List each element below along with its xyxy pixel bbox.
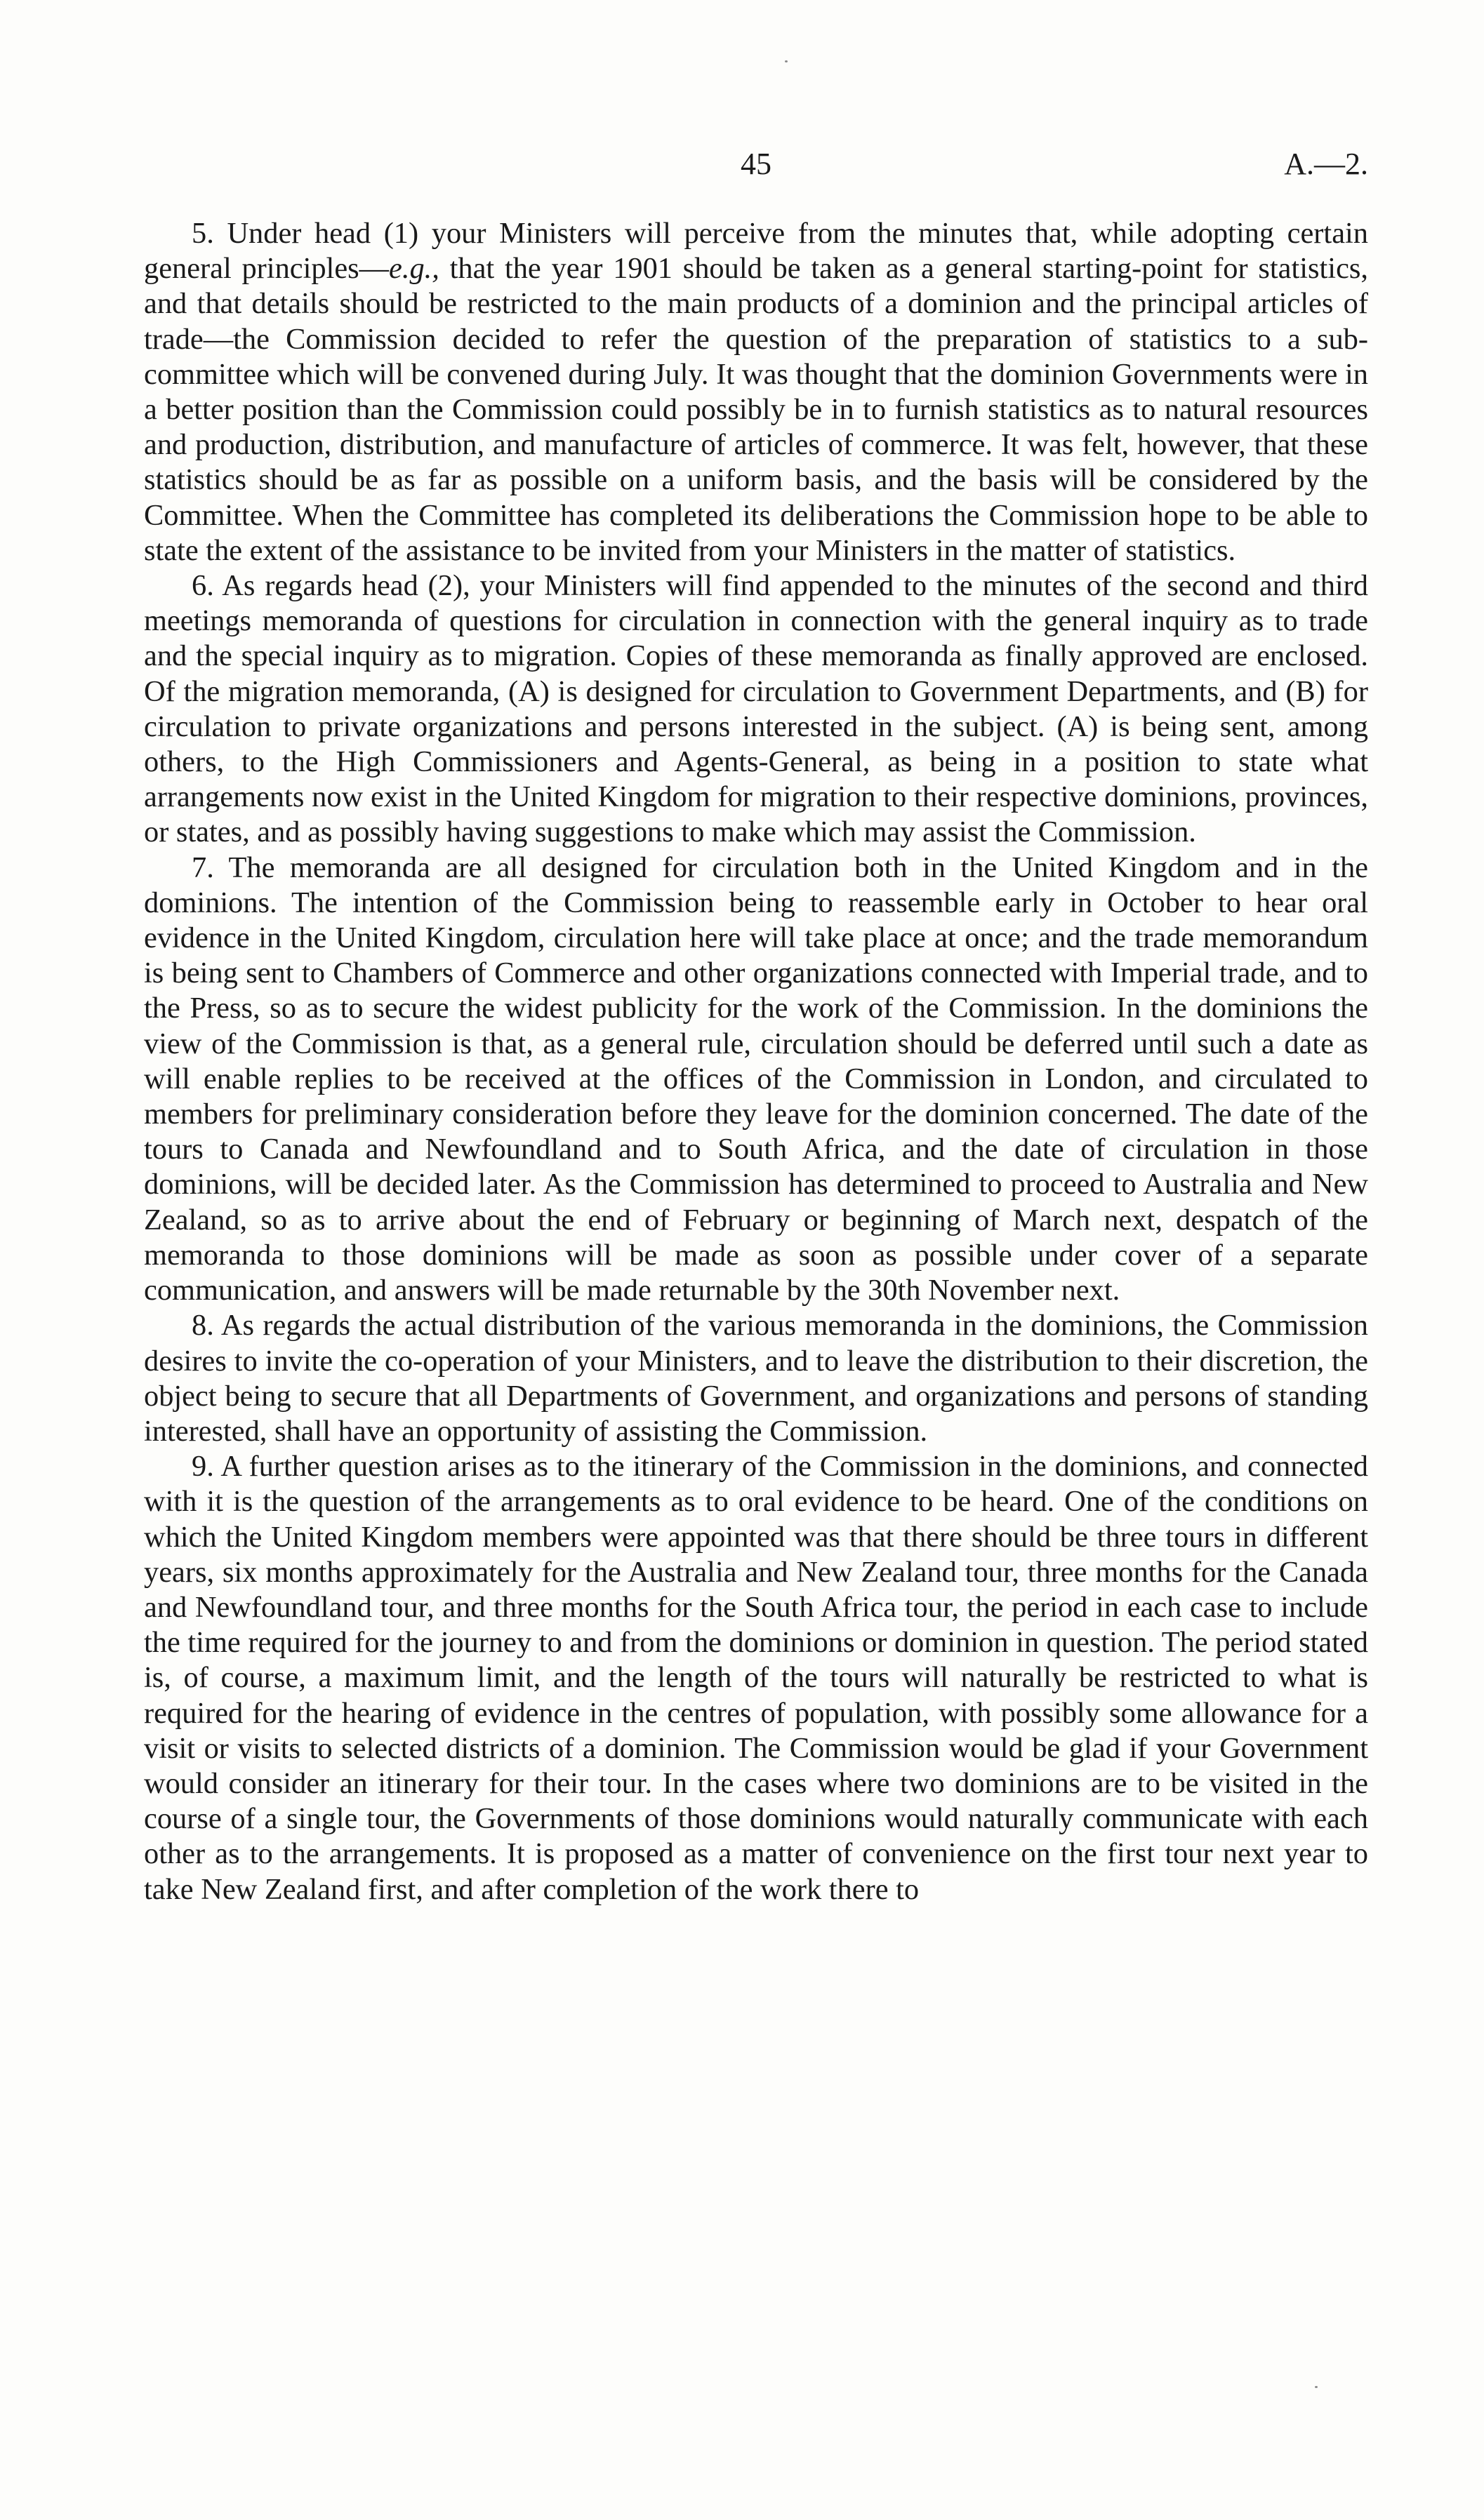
document-reference: A.—2. bbox=[1284, 147, 1368, 181]
paragraph-5 bbox=[144, 216, 1368, 568]
scan-speck bbox=[785, 60, 788, 62]
text-run: 8. As regards the actual distribution of the various memoranda in the dominions, the Commission desires to invite the co-operation of your Ministers, and to leave the distribution to their discretion, the object being to secure that all Departments of Government, and organizations and persons of standing interested, shall have an opportunity of assisting the Commission. bbox=[144, 1309, 1368, 1448]
scan-speck bbox=[1315, 2386, 1318, 2388]
page-number: 45 bbox=[741, 147, 771, 181]
body-text bbox=[144, 216, 1368, 1907]
text-run: 7. The memoranda are all designed for circulation both in the United Kingdom and in the dominions. The intention of the Commission being to reassemble early in October to hear oral evidence in the United Kingdom, circulation here will take place at once; and the trade memorandum is being sent to Chambers of Commerce and other organizations connected with Imperial trade, and to the Press, so as to secure the widest publicity for the work of the Commission. In the dominions the view of the Commission is that, as a general rule, circulation should be deferred until such a date as will enable replies to be received at the offices of the Commission in London, and circulated to members for preliminary consideration before they leave for the dominion concerned. The date of the tours to Canada and Newfoundland and to South Africa, and the date of circulation in those dominions, will be decided later. As the Commission has determined to proceed to Australia and New Zealand, so as to arrive about the end of February or beginning of March next, despatch of the memoranda to those dominions will be made as soon as possible under cover of a separate communication, and answers will be made returnable by the 30th November next. bbox=[144, 851, 1368, 1307]
text-run: 5. Under head (1) your Ministers will perceive from the minutes that, while adopting certain general principles— bbox=[144, 217, 1368, 286]
italic-text: e.g., bbox=[389, 252, 439, 286]
paragraph-8 bbox=[144, 1308, 1368, 1449]
text-run: that the year 1901 should be taken as a general starting-point for statistics, and that details should be restricted to the main products of a dominion and the principal articles of trade—the Commission decided to refer the question of the preparation of statistics to a sub-committee which will be convened during July. It was thought that the dominion Governments were in a better position than the Commission could possibly be in to furnish statistics as to natural resources and production, distribution, and manufacture of articles of commerce. It was felt, however, that these statistics should be as far as possible on a uniform basis, and the basis will be considered by the Committee. When the Committee has completed its deliberations the Commission hope to be able to state the extent of the assistance to be invited from your Ministers in the matter of statistics. bbox=[144, 252, 1368, 567]
paragraph-7 bbox=[144, 851, 1368, 1309]
text-run: 6. As regards head (2), your Ministers will find appended to the minutes of the second and third meetings memoranda of questions for circulation in connection with the general inquiry as to trade and the special inquiry as to migration. Copies of these memoranda as finally approved are enclosed. Of the migration memoranda, (A) is designed for circulation to Government Departments, and (B) for circulation to private organizations and persons interested in the subject. (A) is being sent, among others, to the High Commissioners and Agents-General, as being in a position to state what arrangements now exist in the United Kingdom for migration to their respective dominions, provinces, or states, and as possibly having suggestions to make which may assist the Commission. bbox=[144, 569, 1368, 849]
paragraph-9 bbox=[144, 1449, 1368, 1907]
text-run: 9. A further question arises as to the itinerary of the Commission in the dominions, and connected with it is the question of the arrangements as to oral evidence to be heard. One of the conditions on which the United Kingdom members were appointed was that there should be three tours in different years, six months approximately for the Australia and New Zealand tour, three months for the Canada and Newfoundland tour, and three months for the South Africa tour, the period in each case to include the time required for the journey to and from the dominions or dominion in question. The period stated is, of course, a maximum limit, and the length of the tours will naturally be restricted to what is required for the hearing of evidence in the centres of population, with possibly some allowance for a visit or visits to selected districts of a dominion. The Commission would be glad if your Government would consider an itinerary for their tour. In the cases where two dominions are to be visited in the course of a single tour, the Governments of those dominions would naturally communicate with each other as to the arrangements. It is proposed as a matter of convenience on the first tour next year to take New Zealand first, and after completion of the work there to bbox=[144, 1450, 1368, 1906]
page-header bbox=[144, 146, 1368, 188]
paragraph-6 bbox=[144, 568, 1368, 851]
